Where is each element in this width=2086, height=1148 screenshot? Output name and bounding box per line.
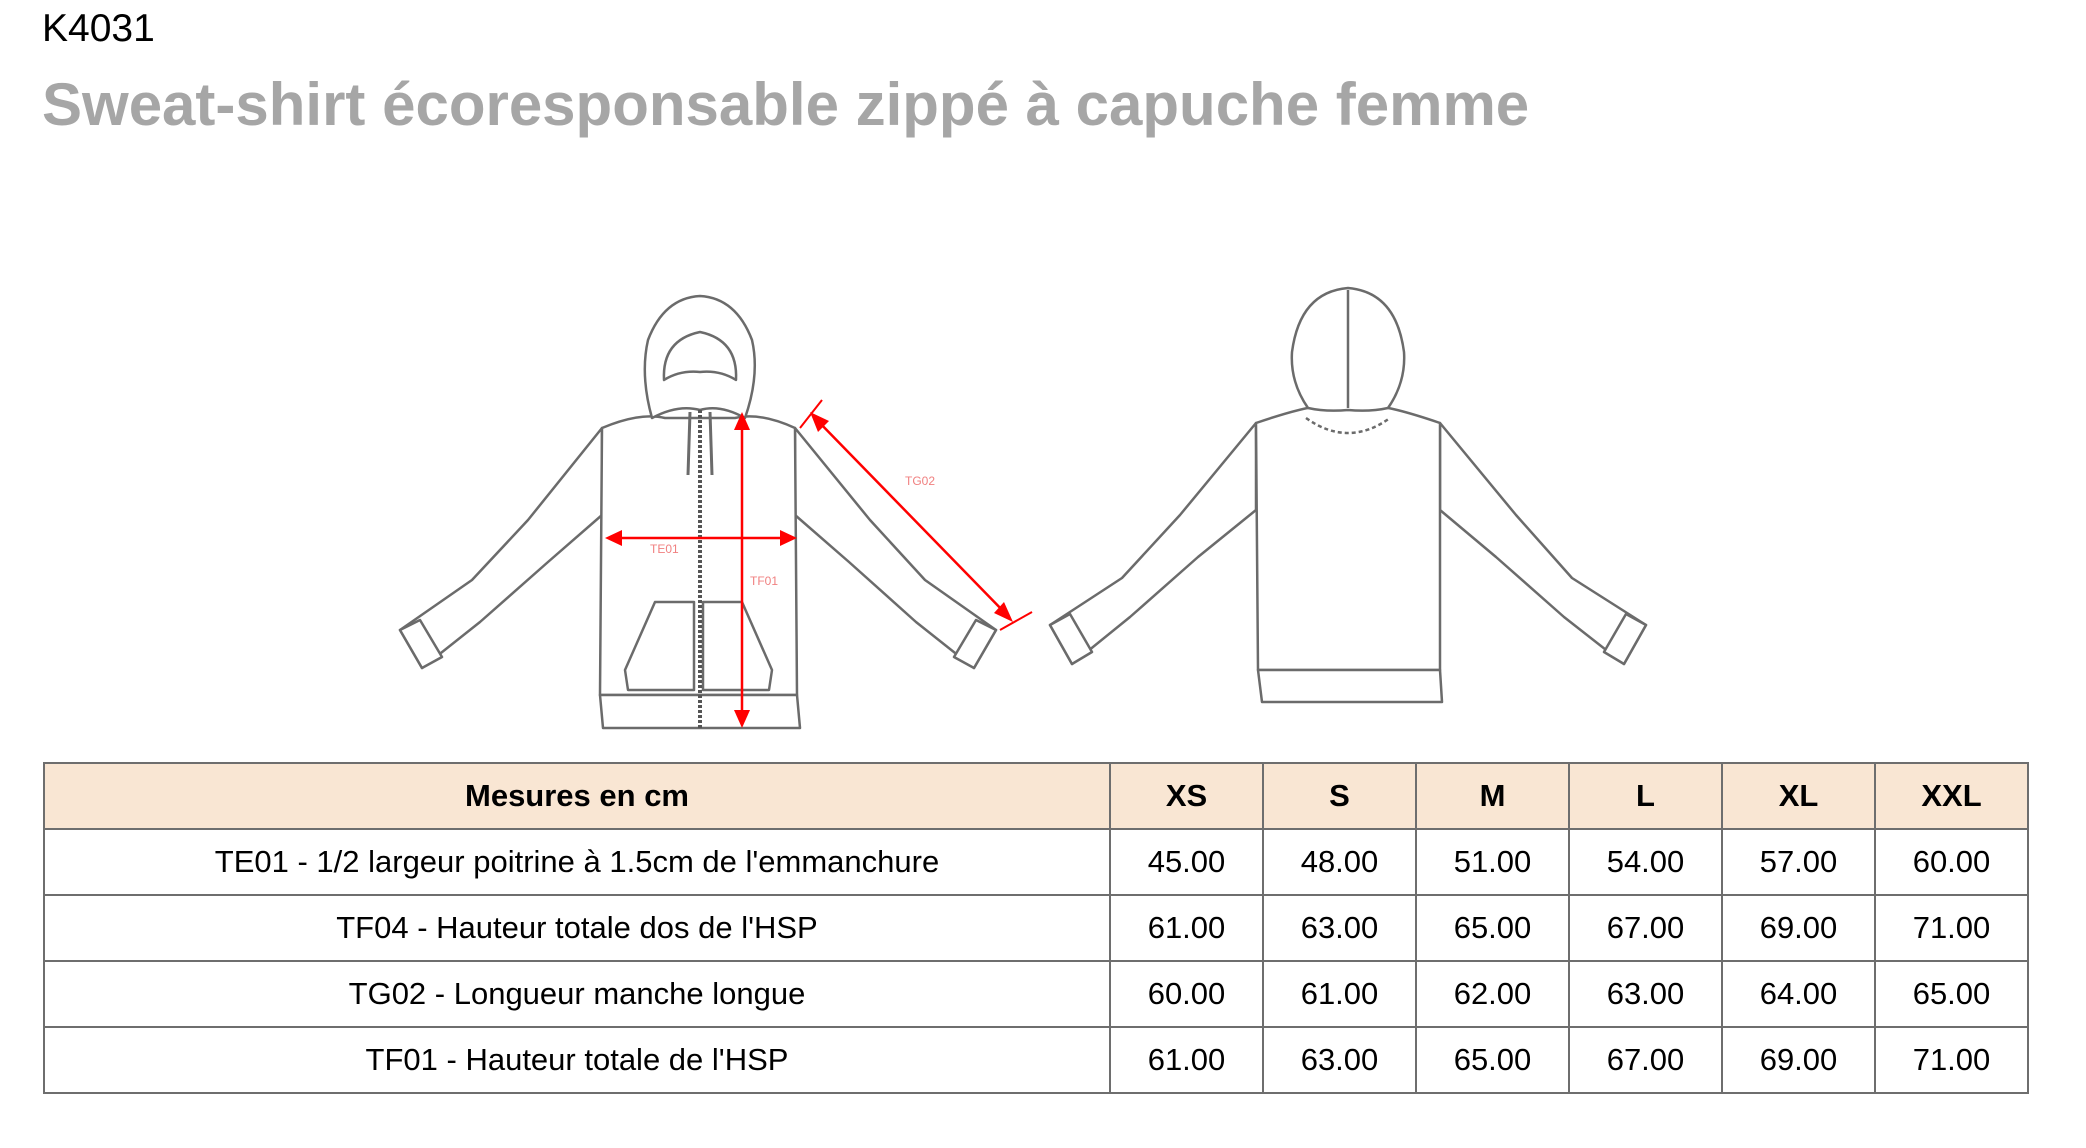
size-chart-table [43, 762, 2029, 1094]
header-size-s: S [1263, 763, 1416, 829]
back-left-sleeve [1050, 423, 1256, 664]
cell-value: 57.00 [1722, 829, 1875, 895]
cell-value: 61.00 [1110, 895, 1263, 961]
header-size-xs: XS [1110, 763, 1263, 829]
product-title: Sweat-shirt écoresponsable zippé à capuche femme [42, 71, 1530, 138]
cell-value: 61.00 [1263, 961, 1416, 1027]
table-row [44, 895, 2028, 961]
cell-value: 54.00 [1569, 829, 1722, 895]
header-size-xl: XL [1722, 763, 1875, 829]
cell-value: 71.00 [1875, 1027, 2028, 1093]
cell-value: 64.00 [1722, 961, 1875, 1027]
front-right-sleeve [795, 428, 996, 668]
header-measure-label: Mesures en cm [44, 763, 1110, 829]
table-row [44, 829, 2028, 895]
cell-value: 60.00 [1110, 961, 1263, 1027]
row-label: TF04 - Hauteur totale dos de l'HSP [44, 895, 1110, 961]
row-label: TF01 - Hauteur totale de l'HSP [44, 1027, 1110, 1093]
cell-value: 45.00 [1110, 829, 1263, 895]
cell-value: 48.00 [1263, 829, 1416, 895]
cell-value: 69.00 [1722, 895, 1875, 961]
cell-value: 51.00 [1416, 829, 1569, 895]
cell-value: 65.00 [1416, 895, 1569, 961]
header-size-l: L [1569, 763, 1722, 829]
cell-value: 63.00 [1263, 895, 1416, 961]
measure-label-tf01: TF01 [750, 574, 779, 588]
row-label: TG02 - Longueur manche longue [44, 961, 1110, 1027]
garment-technical-drawings [0, 270, 2086, 740]
cell-value: 62.00 [1416, 961, 1569, 1027]
front-left-sleeve [400, 428, 602, 668]
cell-value: 65.00 [1875, 961, 2028, 1027]
measure-label-tg02: TG02 [905, 474, 936, 488]
front-drawcord-right [710, 412, 712, 475]
back-body [1256, 406, 1440, 670]
cell-value: 71.00 [1875, 895, 2028, 961]
cell-value: 65.00 [1416, 1027, 1569, 1093]
header-size-xxl: XXL [1875, 763, 2028, 829]
product-reference: K4031 [42, 7, 155, 50]
back-right-sleeve [1440, 423, 1646, 664]
row-label: TE01 - 1/2 largeur poitrine à 1.5cm de l'emmanchure [44, 829, 1110, 895]
cell-value: 67.00 [1569, 1027, 1722, 1093]
back-waistband [1258, 670, 1442, 702]
back-view-hoodie [1050, 288, 1646, 702]
cell-value: 67.00 [1569, 895, 1722, 961]
header-size-m: M [1416, 763, 1569, 829]
cell-value: 63.00 [1263, 1027, 1416, 1093]
size-chart-header-row [44, 763, 2028, 829]
table-row [44, 1027, 2028, 1093]
table-row [44, 961, 2028, 1027]
cell-value: 60.00 [1875, 829, 2028, 895]
measure-label-te01: TE01 [650, 542, 679, 556]
front-drawcord-left [688, 412, 690, 475]
cell-value: 61.00 [1110, 1027, 1263, 1093]
cell-value: 63.00 [1569, 961, 1722, 1027]
cell-value: 69.00 [1722, 1027, 1875, 1093]
